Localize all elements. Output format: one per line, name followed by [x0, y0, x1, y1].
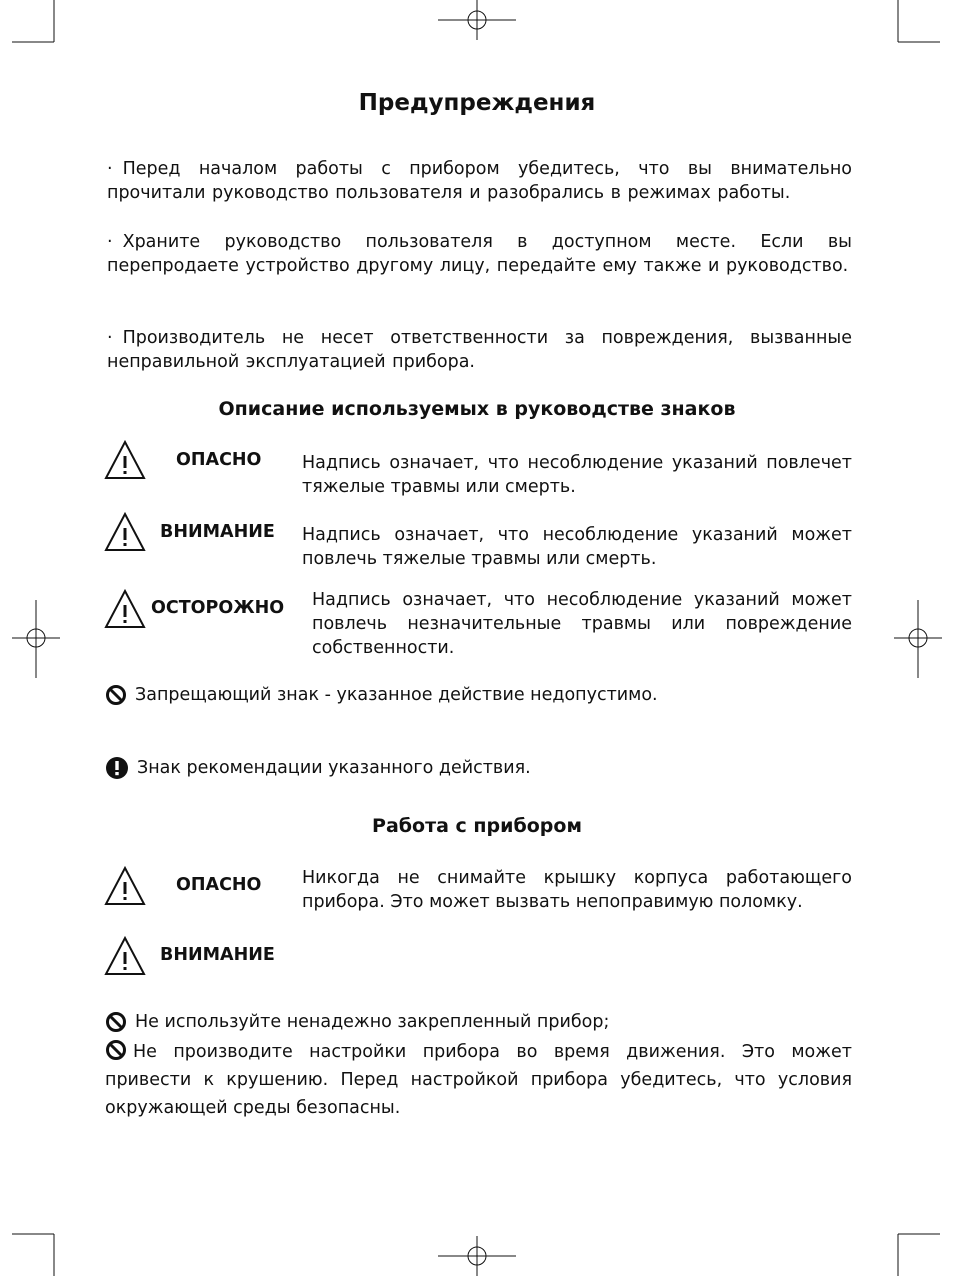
warning-triangle-icon [104, 440, 146, 480]
exclamation-circle-icon [105, 756, 129, 780]
signs-heading: Описание используемых в руководстве знаков [218, 398, 736, 420]
rule-item-1 [105, 1010, 609, 1034]
attention-label: ВНИМАНИЕ [160, 945, 275, 965]
prohibit-legend [105, 683, 658, 707]
warning-text: Перед началом работы с прибором убедитесь, что вы внимательно прочитали руководство пользователя и разобрались в режимах работы. [107, 159, 852, 203]
prohibition-icon [105, 1011, 127, 1033]
danger-label: ОПАСНО [176, 450, 262, 470]
warning-triangle-icon [104, 936, 146, 976]
danger-label: ОПАСНО [176, 875, 262, 895]
rule-item-2 [105, 1038, 852, 1122]
danger-description: Никогда не снимайте крышку корпуса работающего прибора. Это может вызвать непоправимую поломку. [302, 868, 852, 912]
danger-description: Надпись означает, что несоблюдение указаний повлечет тяжелые травмы или смерть. [302, 453, 852, 497]
warning-item-2 [107, 230, 852, 278]
bullet: · [107, 328, 113, 348]
warning-item-3 [107, 326, 852, 374]
recommend-legend [105, 756, 531, 780]
operation-heading: Работа с прибором [372, 815, 582, 837]
warning-text: Производитель не несет ответственности за повреждения, вызванные неправильной эксплуатацией прибора. [107, 328, 852, 372]
recommend-text: Знак рекомендации указанного действия. [137, 758, 531, 778]
prohibition-icon [105, 684, 127, 706]
warning-triangle-icon [104, 589, 146, 629]
prohibit-text: Запрещающий знак - указанное действие недопустимо. [135, 685, 658, 705]
prohibition-icon [105, 1039, 127, 1061]
warning-item-1 [107, 157, 852, 205]
bullet: · [107, 232, 113, 252]
page-title: Предупреждения [358, 90, 596, 116]
warning-triangle-icon [104, 512, 146, 552]
caution-description: Надпись означает, что несоблюдение указаний может повлечь незначительные травмы или повреждение собственности. [312, 590, 852, 658]
caution-label: ОСТОРОЖНО [151, 598, 285, 618]
bullet: · [107, 159, 113, 179]
rule-text: Не производите настройки прибора во время движения. Это может привести к крушению. Перед настройкой прибора убедитесь, что условия окружающей среды безопасны. [105, 1042, 852, 1118]
warning-text: Храните руководство пользователя в доступном месте. Если вы перепродаете устройство другому лицу, передайте ему также и руководство. [107, 232, 852, 276]
warning-triangle-icon [104, 866, 146, 906]
rule-text: Не используйте ненадежно закрепленный прибор; [135, 1012, 610, 1032]
attention-label: ВНИМАНИЕ [160, 522, 275, 542]
attention-description: Надпись означает, что несоблюдение указаний может повлечь тяжелые травмы или смерть. [302, 525, 852, 569]
